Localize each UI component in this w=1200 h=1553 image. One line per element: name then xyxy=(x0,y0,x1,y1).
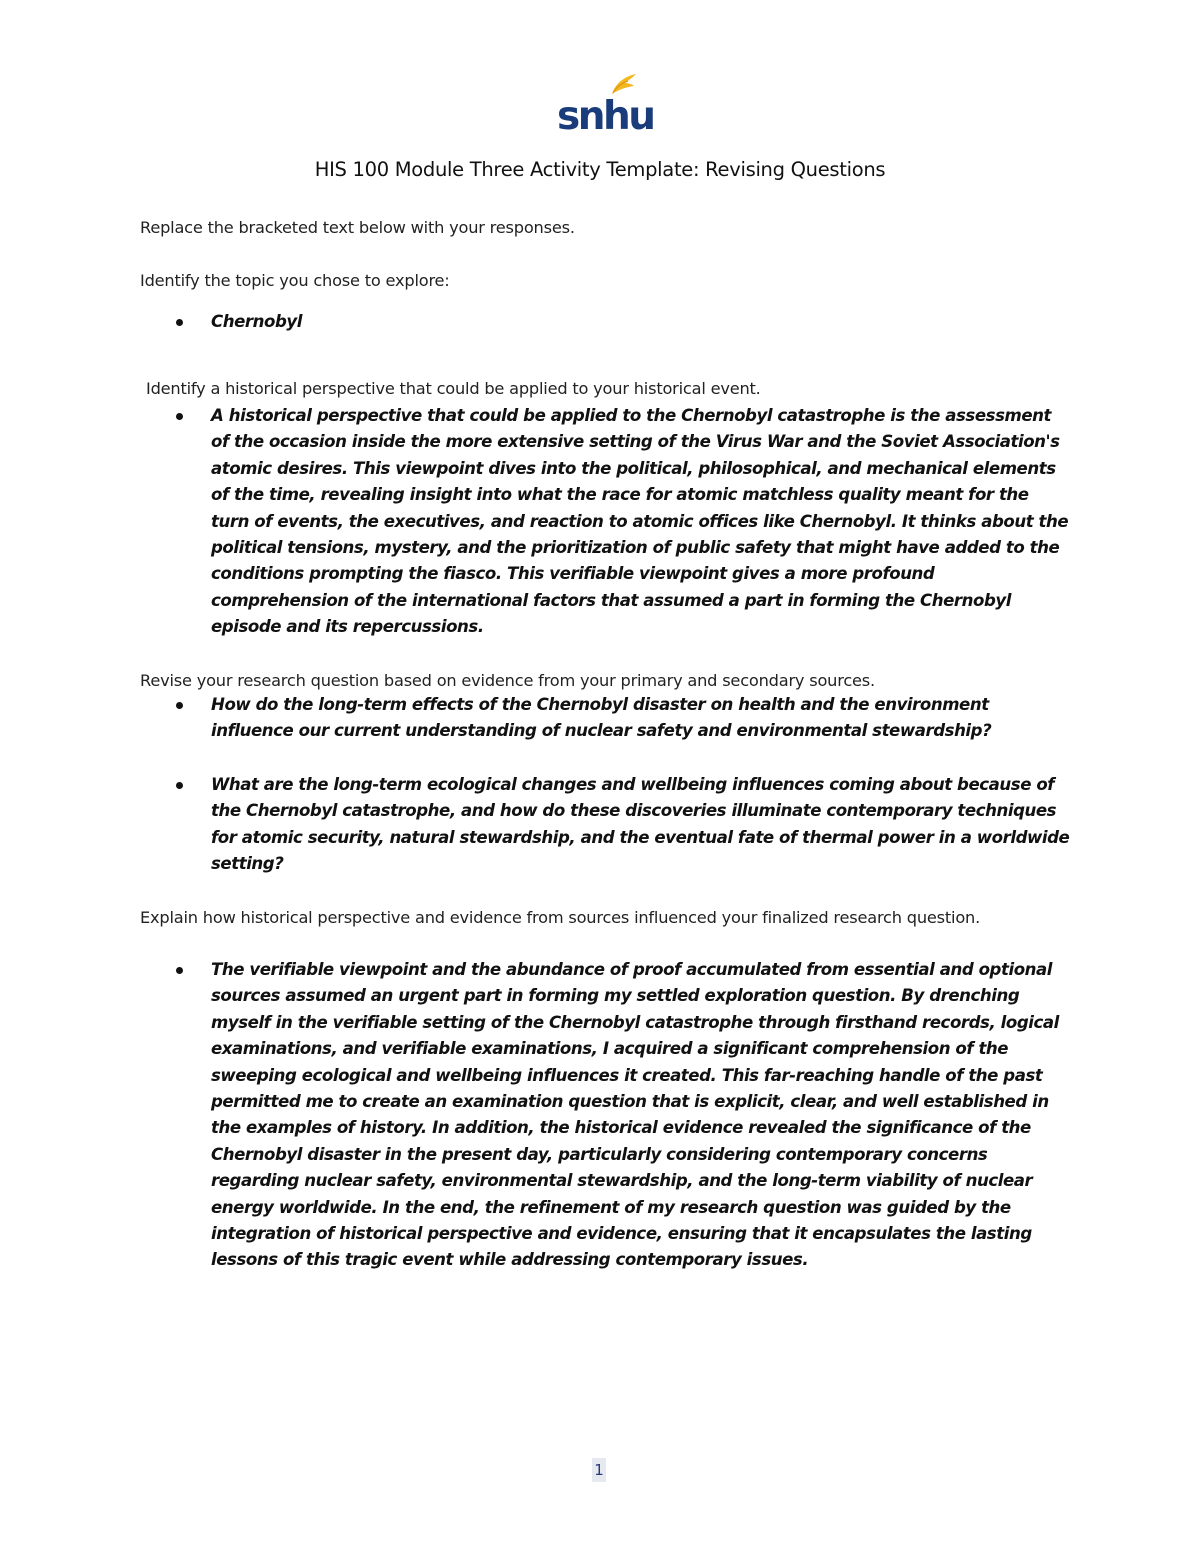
bullet-icon xyxy=(176,319,183,326)
perspective-response-list xyxy=(211,403,1071,641)
explain-response-list xyxy=(211,957,1071,1274)
revised-questions-list-2 xyxy=(211,772,1071,878)
explain-prompt: Explain how historical perspective and evidence from sources influenced your finalized research question. xyxy=(140,908,981,927)
revised-question: How do the long-term effects of the Chernobyl disaster on health and the environment influence our current understanding of nuclear safety and environmental stewardship? xyxy=(211,692,1071,745)
topic-response-list xyxy=(211,309,1071,335)
bullet-icon xyxy=(176,782,183,789)
instruction-text: Replace the bracketed text below with your responses. xyxy=(140,218,575,237)
page-number: 1 xyxy=(592,1458,606,1482)
document-title: HIS 100 Module Three Activity Template: Revising Questions xyxy=(314,158,886,181)
revised-questions-list xyxy=(211,692,1071,745)
perspective-response: A historical perspective that could be applied to the Chernobyl catastrophe is the assessment of the occasion inside the more extensive setting of the Virus War and the Soviet Association's atomic desires. This viewpoint dives into the political, philosophical, and mechanical elements of the time, revealing insight into what the race for atomic matchless quality meant for the turn of events, the executives, and reaction to atomic offices like Chernobyl. It thinks about the political tensions, mystery, and the prioritization of public safety that might have added to the conditions prompting the fiasco. This verifiable viewpoint gives a more profound comprehension of the international factors that assumed a part in forming the Chernobyl episode and its repercussions. xyxy=(211,403,1071,641)
topic-prompt: Identify the topic you chose to explore: xyxy=(140,271,450,290)
bullet-icon xyxy=(176,702,183,709)
snhu-logo xyxy=(556,72,654,139)
perspective-prompt: Identify a historical perspective that could be applied to your historical event. xyxy=(146,379,761,398)
bullet-icon xyxy=(176,413,183,420)
topic-response: Chernobyl xyxy=(211,309,1071,335)
revise-question-prompt: Revise your research question based on evidence from your primary and secondary sources. xyxy=(140,671,875,690)
snhu-logo-image xyxy=(556,72,654,139)
bullet-icon xyxy=(176,967,183,974)
svg-text:snhu: snhu xyxy=(557,94,654,139)
revised-question: What are the long-term ecological changes and wellbeing influences coming about because of the Chernobyl catastrophe, and how do these discoveries illuminate contemporary techniques for atomic security, natural stewardship, and the eventual fate of thermal power in a worldwide setting? xyxy=(211,772,1071,878)
explain-response: The verifiable viewpoint and the abundance of proof accumulated from essential and optional sources assumed an urgent part in forming my settled exploration question. By drenching myself in the verifiable setting of the Chernobyl catastrophe through firsthand records, logical examinations, and verifiable examinations, I acquired a significant comprehension of the sweeping ecological and wellbeing influences it created. This far-reaching handle of the past permitted me to create an examination question that is explicit, clear, and well established in the examples of history. In addition, the historical evidence revealed the significance of the Chernobyl disaster in the present day, particularly considering contemporary concerns regarding nuclear safety, environmental stewardship, and the long-term viability of nuclear energy worldwide. In the end, the refinement of my research question was guided by the integration of historical perspective and evidence, ensuring that it encapsulates the lasting lessons of this tragic event while addressing contemporary issues. xyxy=(211,957,1071,1274)
